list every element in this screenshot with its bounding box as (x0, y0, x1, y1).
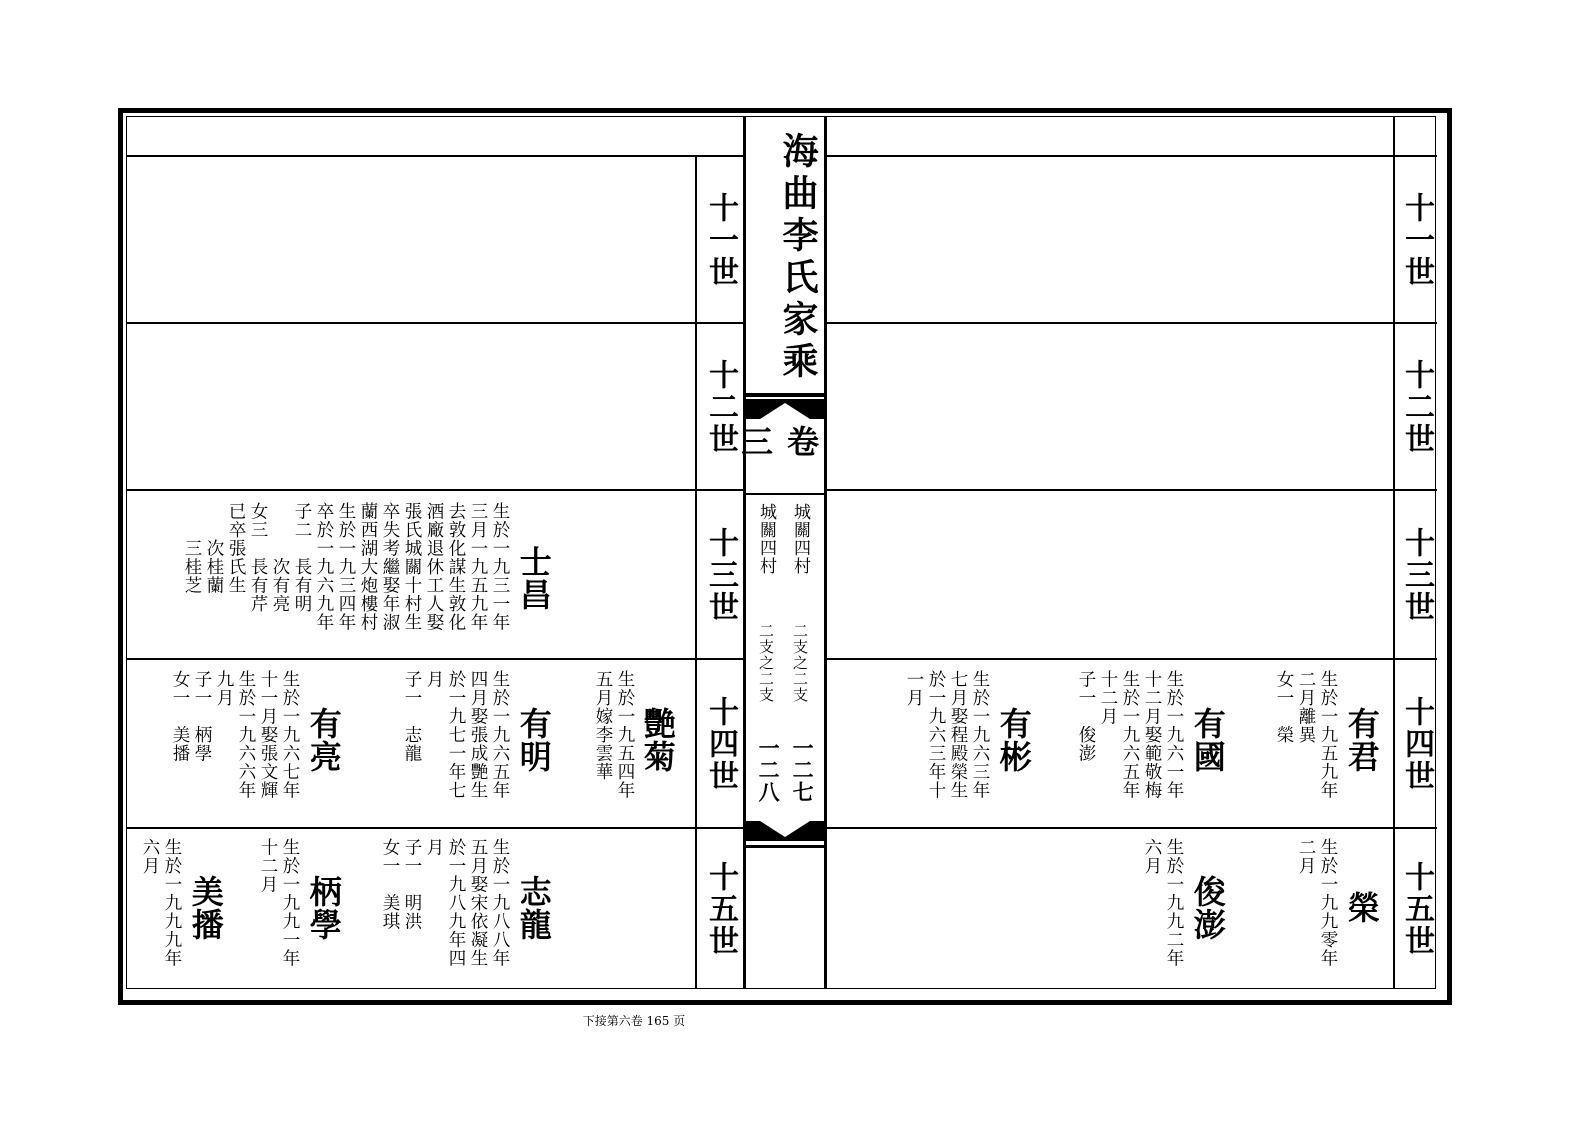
person-details-rong: 生於一九九零年 二月 (1296, 838, 1338, 968)
person-name-rong: 榮 (1342, 891, 1381, 924)
person-name-youming: 有明 (514, 707, 553, 773)
page-frame (126, 116, 1436, 989)
spine-branch-right: 二支之二支 (791, 623, 809, 703)
gen-label-12-right: 十二世 (1399, 358, 1434, 455)
person-name-youguo: 有國 (1188, 707, 1227, 773)
person-details-youjun: 生於一九五九年 二月離異 女一 榮 (1274, 670, 1338, 800)
person-name-youjun: 有君 (1342, 707, 1381, 773)
person-name-zhilong: 志龍 (514, 875, 553, 941)
gen-label-15-right: 十五世 (1399, 861, 1434, 957)
gen-label-13: 十三世 (703, 526, 738, 623)
gen-label-12: 十二世 (703, 358, 738, 455)
book-title: 海曲李氏家乘 (777, 132, 819, 384)
person-name-bingxue: 柄學 (304, 875, 343, 941)
gen-label-11-right: 十一世 (1399, 191, 1434, 288)
person-details-youguo: 生於一九六一年 十二月娶範敬梅 生於一九六五年 十二月 子一 俊澎 (1076, 670, 1184, 800)
person-details-zhilong: 生於一九八八年 五月娶宋依凝生 於一九八九年四 月 子一 明洪 女一 美琪 (380, 838, 510, 968)
spine-place-left: 城關四村 (756, 503, 776, 575)
person-details-junpeng: 生於一九九二年 六月 (1142, 838, 1184, 968)
spine-place-right: 城關四村 (790, 503, 810, 575)
person-name-shichang: 士昌 (514, 545, 553, 611)
page-footer: 下接第六卷 165 页 (582, 1014, 686, 1028)
right-page (827, 117, 1437, 988)
person-details-bingxue: 生於一九九一年 十二月 (258, 838, 300, 968)
spine-branch-left: 二支之二支 (757, 623, 775, 703)
person-name-meibo: 美播 (186, 875, 225, 941)
spine-page-right: 一二七 (790, 737, 816, 803)
person-details-meibo: 生於一九九九年 六月 (140, 838, 182, 968)
gen-label-14-right: 十四世 (1399, 695, 1434, 792)
person-name-youbin: 有彬 (994, 707, 1033, 773)
gen-label-14: 十四世 (703, 695, 738, 792)
left-page (127, 117, 743, 988)
person-details-youming: 生於一九六五年 四月娶張成艷生 於一九七一年七 月 子一 志龍 (402, 670, 510, 800)
person-details-youliang: 生於一九六七年 十一月娶張文輝 生於一九六六年 九月 子一 柄學 女一 美播 (170, 670, 300, 800)
gen-label-15: 十五世 (703, 861, 738, 957)
spine-notch-top (746, 399, 824, 419)
book-spine (736, 117, 827, 988)
person-name-youliang: 有亮 (304, 707, 343, 773)
gen-label-13-right: 十三世 (1399, 526, 1434, 623)
person-name-yanju: 艷菊 (638, 707, 677, 773)
gen-label-11: 十一世 (703, 191, 738, 288)
spine-notch-bottom (746, 821, 824, 841)
person-name-junpeng: 俊澎 (1188, 875, 1227, 941)
spine-page-left: 一二八 (756, 737, 782, 803)
person-details-youbin: 生於一九六三年 七月娶程殿榮生 於一九六三年十 一月 (904, 670, 990, 800)
volume-label: 卷三 (736, 425, 820, 457)
person-details-yanju: 生於一九五四年 五月嫁李雲華 (593, 670, 635, 800)
person-details-shichang: 生於一九三一年 三月一九五九年 去敦化謀生敦化 酒廠退休工人娶 張氏城關十村生 卒失考繼娶年淑 蘭西湖大炮樓村 生於一九三四年 卒於一九六九年 子二 長有明 次有亮 女三 長有芹 已卒張氏生 次桂蘭 三桂芝 (182, 502, 510, 632)
